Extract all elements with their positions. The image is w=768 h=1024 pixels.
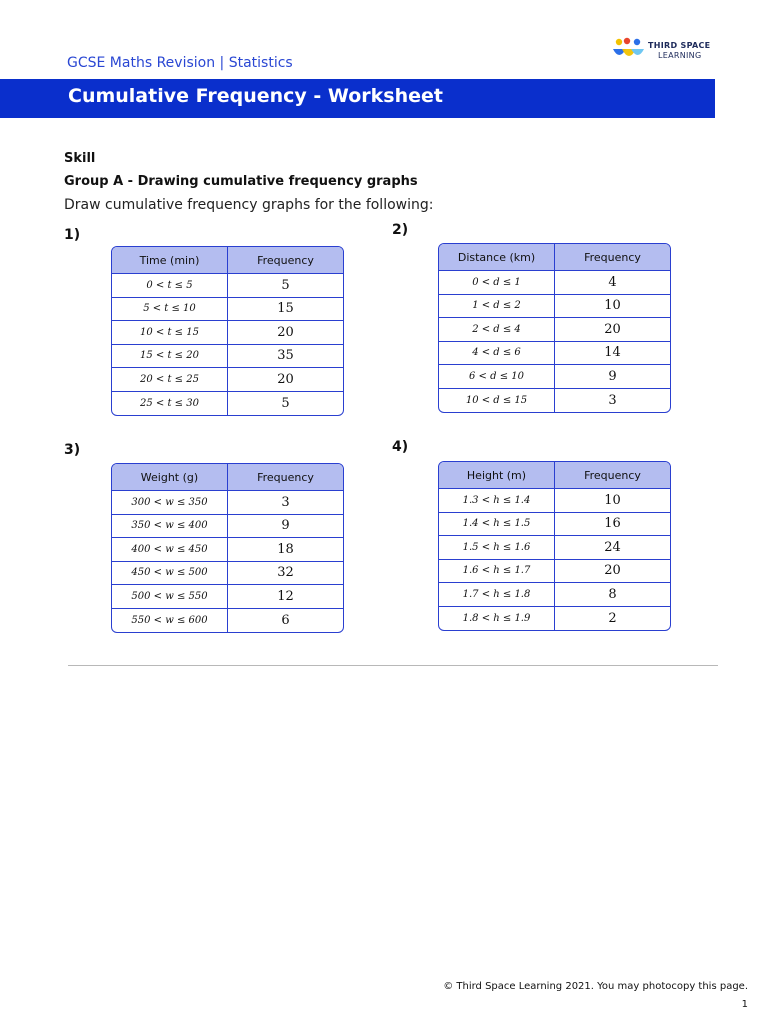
question-2-table bbox=[438, 243, 671, 413]
table-row bbox=[439, 318, 670, 342]
frequency-cell: 14 bbox=[555, 342, 670, 366]
instruction-text: Draw cumulative frequency graphs for the following: bbox=[64, 197, 434, 213]
frequency-cell: 12 bbox=[228, 585, 343, 609]
title-banner bbox=[0, 79, 715, 118]
class-interval-cell: 500 < w ≤ 550 bbox=[112, 585, 228, 609]
table-row bbox=[439, 583, 670, 607]
class-interval-cell: 350 < w ≤ 400 bbox=[112, 515, 228, 539]
class-interval-cell: 10 < d ≤ 15 bbox=[439, 389, 555, 413]
table-header-row bbox=[439, 244, 670, 271]
page-subtitle: GCSE Maths Revision | Statistics bbox=[67, 55, 293, 71]
table-row bbox=[439, 513, 670, 537]
class-interval-cell: 0 < t ≤ 5 bbox=[112, 274, 228, 298]
class-interval-cell: 1.4 < h ≤ 1.5 bbox=[439, 513, 555, 537]
frequency-cell: 3 bbox=[608, 392, 617, 408]
table-row bbox=[112, 538, 343, 562]
column-header-interval: Time (min) bbox=[112, 247, 228, 274]
frequency-cell: 20 bbox=[228, 368, 343, 392]
table-row bbox=[112, 392, 343, 416]
frequency-cell: 32 bbox=[228, 562, 343, 586]
class-interval-cell: 400 < w ≤ 450 bbox=[112, 538, 228, 562]
skill-heading: Skill bbox=[64, 151, 96, 166]
table-row bbox=[112, 515, 343, 539]
table-row bbox=[112, 585, 343, 609]
table-row bbox=[439, 536, 670, 560]
frequency-cell: 20 bbox=[555, 560, 670, 584]
frequency-cell: 6 bbox=[281, 612, 290, 628]
table-row bbox=[439, 389, 670, 413]
table-row bbox=[112, 491, 343, 515]
frequency-cell: 15 bbox=[228, 298, 343, 322]
table-row bbox=[439, 295, 670, 319]
class-interval-cell: 1.8 < h ≤ 1.9 bbox=[439, 607, 555, 631]
class-interval-cell: 4 < d ≤ 6 bbox=[439, 342, 555, 366]
table-header-row bbox=[112, 464, 343, 491]
column-header-frequency: Frequency bbox=[555, 244, 670, 271]
class-interval-cell: 550 < w ≤ 600 bbox=[112, 609, 228, 633]
table-row bbox=[112, 321, 343, 345]
table-row bbox=[112, 345, 343, 369]
class-interval-cell: 5 < t ≤ 10 bbox=[112, 298, 228, 322]
divider-line bbox=[68, 665, 718, 666]
logo-text-line1: THIRD SPACE bbox=[648, 41, 711, 50]
class-interval-cell: 6 < d ≤ 10 bbox=[439, 365, 555, 389]
class-interval-cell: 1.5 < h ≤ 1.6 bbox=[439, 536, 555, 560]
table-row bbox=[439, 365, 670, 389]
class-interval-cell: 1.3 < h ≤ 1.4 bbox=[439, 489, 555, 513]
page-title: Cumulative Frequency - Worksheet bbox=[68, 85, 443, 107]
frequency-cell: 5 bbox=[228, 274, 343, 298]
column-header-interval: Height (m) bbox=[439, 462, 555, 489]
class-interval-cell: 15 < t ≤ 20 bbox=[112, 345, 228, 369]
frequency-cell: 3 bbox=[228, 491, 343, 515]
logo-mark-icon bbox=[612, 37, 646, 65]
table-row bbox=[439, 607, 670, 631]
table-row bbox=[112, 368, 343, 392]
question-4-table bbox=[438, 461, 671, 631]
column-header-frequency: Frequency bbox=[228, 247, 343, 274]
column-header-interval: Distance (km) bbox=[439, 244, 555, 271]
table-row bbox=[439, 560, 670, 584]
column-header-interval: Weight (g) bbox=[112, 464, 228, 491]
question-4-label: 4) bbox=[392, 439, 409, 455]
class-interval-cell: 450 < w ≤ 500 bbox=[112, 562, 228, 586]
frequency-cell: 8 bbox=[555, 583, 670, 607]
frequency-cell: 5 bbox=[281, 395, 290, 411]
table-row bbox=[112, 274, 343, 298]
class-interval-cell: 2 < d ≤ 4 bbox=[439, 318, 555, 342]
table-row bbox=[112, 609, 343, 633]
class-interval-cell: 1.7 < h ≤ 1.8 bbox=[439, 583, 555, 607]
frequency-cell: 20 bbox=[555, 318, 670, 342]
group-heading: Group A - Drawing cumulative frequency graphs bbox=[64, 174, 418, 189]
copyright-notice: © Third Space Learning 2021. You may photocopy this page. bbox=[443, 981, 748, 992]
logo-text-line2: LEARNING bbox=[658, 51, 702, 60]
table-row bbox=[439, 271, 670, 295]
frequency-cell: 10 bbox=[555, 295, 670, 319]
class-interval-cell: 1 < d ≤ 2 bbox=[439, 295, 555, 319]
frequency-cell: 16 bbox=[555, 513, 670, 537]
frequency-cell: 24 bbox=[555, 536, 670, 560]
third-space-learning-logo bbox=[612, 37, 732, 67]
column-header-frequency: Frequency bbox=[228, 464, 343, 491]
table-row bbox=[439, 489, 670, 513]
frequency-cell: 18 bbox=[228, 538, 343, 562]
question-3-label: 3) bbox=[64, 442, 81, 458]
frequency-cell: 10 bbox=[555, 489, 670, 513]
frequency-cell: 4 bbox=[555, 271, 670, 295]
page-number: 1 bbox=[741, 999, 748, 1010]
table-header-row bbox=[112, 247, 343, 274]
class-interval-cell: 20 < t ≤ 25 bbox=[112, 368, 228, 392]
class-interval-cell: 0 < d ≤ 1 bbox=[439, 271, 555, 295]
table-row bbox=[112, 298, 343, 322]
question-1-label: 1) bbox=[64, 227, 81, 243]
table-row bbox=[112, 562, 343, 586]
class-interval-cell: 25 < t ≤ 30 bbox=[112, 392, 228, 416]
frequency-cell: 35 bbox=[228, 345, 343, 369]
question-1-table bbox=[111, 246, 344, 416]
frequency-cell: 20 bbox=[228, 321, 343, 345]
class-interval-cell: 10 < t ≤ 15 bbox=[112, 321, 228, 345]
frequency-cell: 9 bbox=[228, 515, 343, 539]
question-2-label: 2) bbox=[392, 222, 409, 238]
column-header-frequency: Frequency bbox=[555, 462, 670, 489]
class-interval-cell: 300 < w ≤ 350 bbox=[112, 491, 228, 515]
question-3-table bbox=[111, 463, 344, 633]
table-row bbox=[439, 342, 670, 366]
frequency-cell: 9 bbox=[555, 365, 670, 389]
table-header-row bbox=[439, 462, 670, 489]
class-interval-cell: 1.6 < h ≤ 1.7 bbox=[439, 560, 555, 584]
frequency-cell: 2 bbox=[608, 610, 617, 626]
